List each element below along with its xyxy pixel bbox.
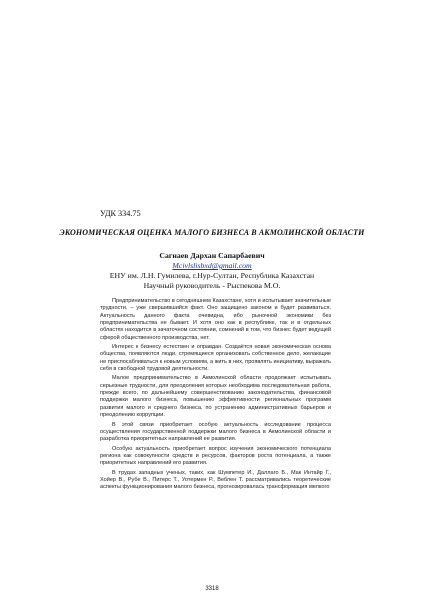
udk-code: УДК 334.75: [100, 209, 141, 218]
supervisor: Научный руководитель - Рыспекова М.О.: [143, 281, 281, 290]
paragraph: В трудах западных ученых, таких, как Шумпетер И., Даллаго Б., Мак Интайр Г., Хойер В., Рубе В., Питерс Т., Уотермен Р., Веблен Т. рассматривались теоретические аспекты функционирования малого бизнеса, прогнозировалась трансформация мелкого: [100, 469, 331, 491]
affiliation: ЕНУ им. Л.Н. Гумилева, г.Нур-Султан, Республика Казахстан: [109, 271, 315, 280]
paragraph: Интерес к бизнесу естествен и оправдан. Создаётся новая экономическая основа общества, появляются люди, стремящиеся организовать собственное дело, желающие не приспосабливаться к новым условиям, а жить в них, проявлять инициативу, выражать себя в свободной трудовой деятельности.: [100, 344, 331, 373]
paper-title: ЭКОНОМИЧЕСКАЯ ОЦЕНКА МАЛОГО БИЗНЕСА В АКМОЛИНСКОЙ ОБЛАСТИ: [59, 228, 365, 237]
author-email-link[interactable]: Mcivlslisbxd@gmail.com: [172, 261, 252, 270]
paragraph: Предпринимательство в сегодняшнем Казахстане, хотя и испытывает значительные трудности, – уже свершившийся факт. Оно защищено законом и будет развиваться. Актуальность данного факта очевидна, ибо рыночной экономики без предпринимательства не бывает. И хотя оно как в республике, так и в отдельных областях находится в зачаточном состоянии, сомнений в том, что бизнес будет ведущей сферой общественного производства, нет.: [100, 298, 331, 341]
paragraph: Особую актуальность приобретает вопрос изучения экономического потенциала региона как совокупности средств и ресурсов, факторов роста потенциала, а также приоритетных направлений его развития.: [100, 445, 331, 467]
page-number: 3318: [205, 586, 219, 592]
article-body: [100, 298, 331, 494]
paragraph: В этой связи приобретает особую актуальность исследование процесса осуществления государственной поддержки малого бизнеса в Акмолинской области и разработка приоритетных направлений ее развития.: [100, 421, 331, 443]
author-name: Сагнаев Дархан Сапарбаевич: [159, 251, 265, 260]
paragraph: Малое предпринимательство в Акмолинской области продолжает испытывать серьезные трудности, для преодоления которых необходима последовательная работа, прежде всего, по дальнейшему совершенствованию законодательства, финансовой поддержки малого бизнеса, повышению эффективности региональных программ развития малого и среднего бизнеса, по устранению административных барьеров и преодолению коррупции.: [100, 375, 331, 419]
